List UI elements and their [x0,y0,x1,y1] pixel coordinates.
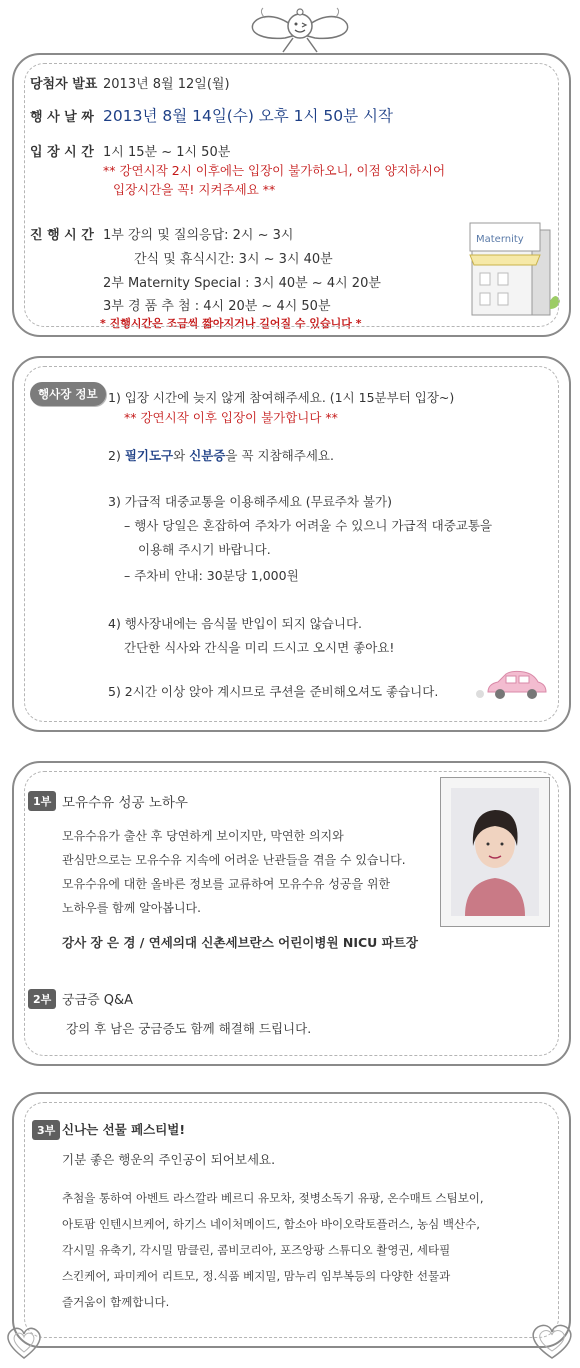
part2-desc: 강의 후 남은 궁금증도 함께 해결해 드립니다. [66,1021,312,1036]
venue-item-2-mid: 와 [173,448,190,463]
venue-info-badge: 행사장 정보 [30,382,106,406]
venue-item-2-pens: 필기도구 [124,448,174,463]
venue-item-1: 1) 입장 시간에 늦지 않게 참여해주세요. (1시 15분부터 입장~) [108,390,455,405]
announce-label: 당첨자 발표 [30,77,98,92]
gift-line-4: 스킨케어, 파미케어 리트모, 정.식품 베지밀, 맘누리 임부복등의 다양한 선물과 [62,1269,451,1283]
part2-badge: 2부 [28,989,56,1009]
event-date-value: 2013년 8월 14일(수) 오후 1시 50분 시작 [103,107,394,125]
schedule-note: * 진행시간은 조금씩 짧아지거나 길어질 수 있습니다 * [100,317,362,330]
gift-line-3: 각시밀 유축기, 각시밀 맘클린, 콤비코리아, 포즈앙팡 스튜디오 촬영권, 세타필 [62,1243,451,1257]
gift-festival-box [12,1092,571,1348]
part3-subtitle: 기분 좋은 행운의 주인공이 되어보세요. [62,1152,276,1167]
gift-line-2: 아토팜 인텐시브케어, 하기스 네이처메이드, 함소아 바이오락토플러스, 농심 백산수, [62,1217,480,1231]
venue-item-2-id: 신분증 [189,448,226,463]
venue-item-3-sub2: – 주차비 안내: 30분당 1,000원 [124,568,299,583]
part1-desc-2: 관심만으로는 모유수유 지속에 어려운 난관들을 겪을 수 있습니다. [62,853,406,867]
venue-item-2-prefix: 2) [108,448,125,463]
part1-title: 모유수유 성공 노하우 [62,795,188,811]
entry-note-1: ** 강연시작 2시 이후에는 입장이 불가하오니, 이점 양지하시어 [103,163,446,178]
part3-title: 신나는 선물 페스티벌! [62,1122,186,1137]
building-sign: Maternity [476,234,524,245]
venue-item-3-sub1b: 이용해 주시기 바랍니다. [138,542,271,557]
speaker-info: 강사 장 은 경 / 연세의대 신촌세브란스 어린이병원 NICU 파트장 [62,935,418,950]
venue-item-4-sub: 간단한 식사와 간식을 미리 드시고 오시면 좋아요! [124,640,395,655]
lecture-box [12,761,571,1066]
venue-info-box [12,356,571,732]
part3-badge: 3부 [32,1120,60,1140]
schedule-label: 진 행 시 간 [30,228,94,243]
venue-item-4: 4) 행사장내에는 음식물 반입이 되지 않습니다. [108,616,363,631]
part1-desc-1: 모유수유가 출산 후 당연하게 보이지만, 막연한 의지와 [62,829,344,843]
entry-time-label: 입 장 시 간 [30,145,94,160]
gift-line-5: 즐거움이 함께합니다. [62,1295,170,1309]
part1-badge: 1부 [28,791,56,811]
heart-left-icon [2,1322,46,1362]
pink-car-icon [472,666,550,706]
part1-desc-4: 노하우를 함께 알아봅니다. [62,901,201,915]
schedule-part2: 2부 Maternity Special : 3시 40분 ~ 4시 20분 [103,276,381,291]
speaker-portrait-icon [451,788,539,916]
schedule-part1b: 간식 및 휴식시간: 3시 ~ 3시 40분 [134,252,333,267]
speaker-photo [440,777,550,927]
part2-title: 궁금증 Q&A [62,993,134,1008]
schedule-part1a: 1부 강의 및 질의응답: 2시 ~ 3시 [103,228,294,243]
announce-value: 2013년 8월 12일(월) [103,77,230,92]
maternity-building-icon [462,215,562,325]
venue-item-1-note: ** 강연시작 이후 입장이 불가합니다 ** [124,410,338,425]
schedule-box [12,53,571,337]
venue-item-2-suffix: 을 꼭 지참해주세요. [225,448,334,463]
venue-item-3: 3) 가급적 대중교통을 이용해주세요 (무료주차 불가) [108,494,392,509]
ribbon-mascot-icon [245,4,355,54]
gift-line-1: 추첨을 통하여 아벤트 라스깔라 베르디 유모차, 젖병소독기 유팡, 온수매트 스팀보이, [62,1191,484,1205]
part1-desc-3: 모유수유에 대한 올바른 정보를 교류하여 모유수유 성공을 위한 [62,877,391,891]
venue-item-5: 5) 2시간 이상 앉아 계시므로 쿠션을 준비해오셔도 좋습니다. [108,684,439,699]
entry-note-2: 입장시간을 꼭! 지켜주세요 ** [113,182,276,197]
event-date-label: 행 사 날 짜 [30,110,94,125]
schedule-part3: 3부 경 품 추 첨 : 4시 20분 ~ 4시 50분 [103,299,331,314]
venue-item-3-sub1: – 행사 당일은 혼잡하여 주차가 어려울 수 있으니 가급적 대중교통을 [124,518,493,533]
venue-item-2 [108,446,334,464]
entry-time-value: 1시 15분 ~ 1시 50분 [103,145,231,160]
heart-right-icon [526,1318,578,1364]
